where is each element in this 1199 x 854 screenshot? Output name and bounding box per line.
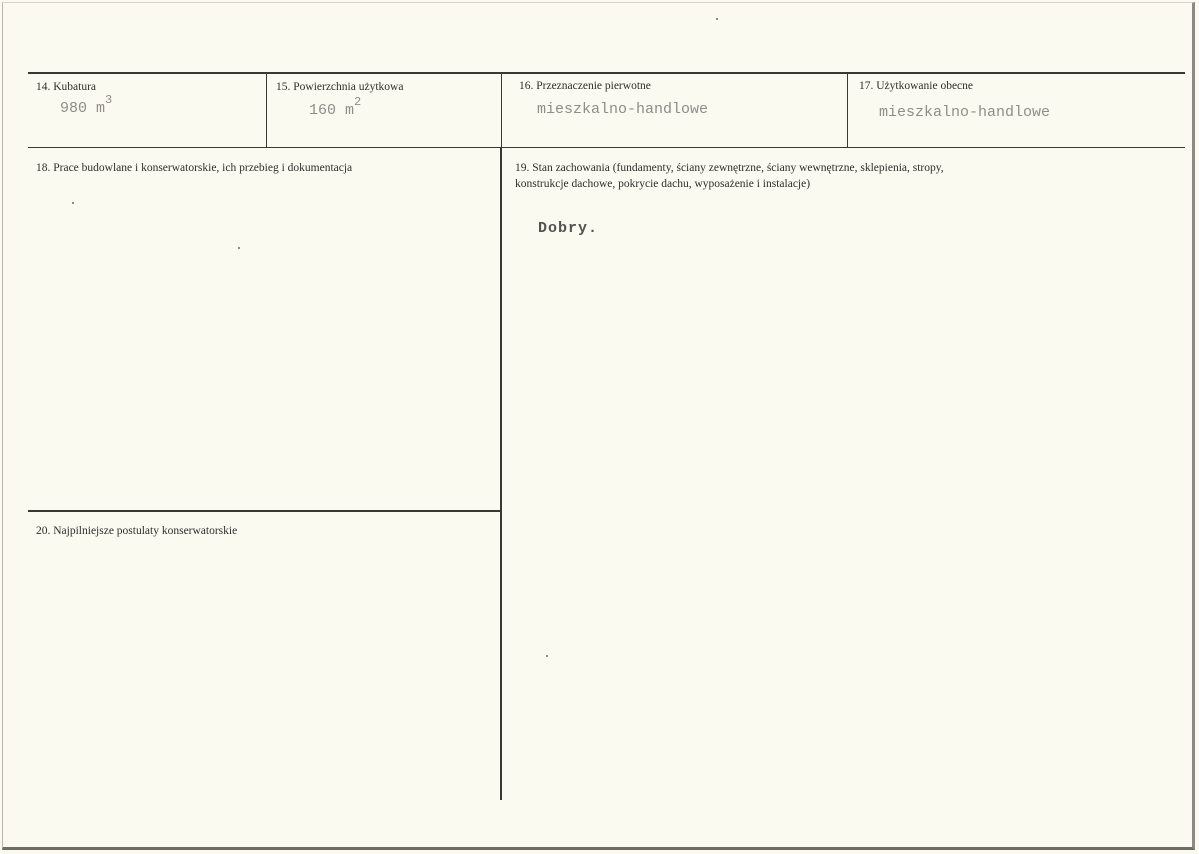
divider-15-16 bbox=[501, 73, 502, 148]
card-border bbox=[2, 2, 1195, 850]
paper-speck bbox=[546, 655, 548, 657]
paper-speck bbox=[72, 202, 74, 204]
powierzchnia-value: 160 m bbox=[309, 102, 355, 119]
field-16-label: 16. Przeznaczenie pierwotne bbox=[519, 80, 651, 92]
kubatura-unit-exponent: 3 bbox=[105, 93, 113, 107]
top-rule bbox=[28, 72, 1185, 74]
field-17-label: 17. Użytkowanie obecne bbox=[859, 80, 974, 92]
paper-speck bbox=[238, 247, 240, 249]
field-15-label: 15. Powierzchnia użytkowa bbox=[276, 81, 404, 93]
section-18-20-divider bbox=[28, 510, 500, 512]
field-19-value: Dobry. bbox=[538, 220, 599, 237]
field-14-value bbox=[60, 93, 113, 117]
powierzchnia-unit-exponent: 2 bbox=[354, 95, 362, 109]
field-14-label: 14. Kubatura bbox=[36, 81, 97, 93]
field-16-value: mieszkalno-handlowe bbox=[537, 101, 709, 118]
field-15-value bbox=[309, 95, 362, 119]
field-19-label-line1: 19. Stan zachowania (fundamenty, ściany zewnętrzne, ściany wewnętrzne, sklepienia, stropy, bbox=[515, 162, 944, 174]
divider-14-15 bbox=[266, 73, 267, 148]
kubatura-value: 980 m bbox=[60, 100, 106, 117]
divider-16-17 bbox=[847, 73, 848, 148]
main-vertical-divider bbox=[500, 148, 502, 800]
field-17-value: mieszkalno-handlowe bbox=[879, 104, 1051, 121]
field-18-label: 18. Prace budowlane i konserwatorskie, ich przebieg i dokumentacja bbox=[36, 162, 353, 174]
field-19-label-line2: konstrukcje dachowe, pokrycie dachu, wyposażenie i instalacje) bbox=[515, 178, 811, 190]
paper-speck bbox=[716, 18, 718, 20]
field-20-label: 20. Najpilniejsze postulaty konserwatorskie bbox=[36, 525, 238, 537]
row1-bottom-rule bbox=[28, 147, 1185, 148]
